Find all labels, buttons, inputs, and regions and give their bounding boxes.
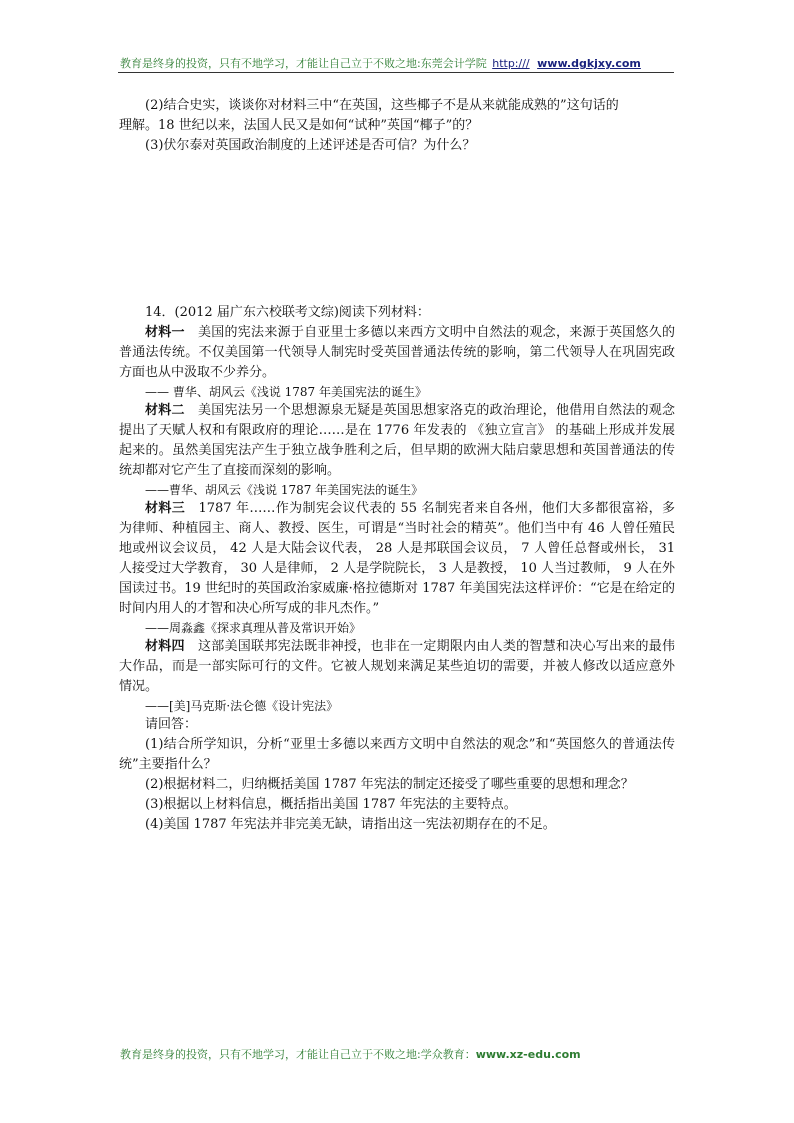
- document-body: [119, 96, 675, 835]
- material-3: [119, 499, 675, 619]
- question-2: [119, 96, 675, 136]
- material-3-source: ——周淼鑫《探求真理从普及常识开始》: [145, 621, 362, 635]
- material-4-text: 这部美国联邦宪法既非神授，也非在一定期限内由人类的智慧和决心写出来的最伟大作品，而是一部实际可行的文件。它被人规划来满足某些迫切的需要，并被人修改以适应意外情况。: [119, 639, 675, 694]
- question-2-line1: (2)结合史实，谈谈你对材料三中“在英国，这些椰子不是从来就能成熟的”这句话的: [145, 98, 619, 113]
- header-url-label[interactable]: http:///: [492, 57, 530, 70]
- material-2-label: 材料二: [145, 403, 185, 418]
- material-3-label: 材料三: [145, 501, 186, 516]
- page-footer: [120, 1046, 676, 1062]
- header-url-link[interactable]: www.dgkjxy.com: [537, 57, 641, 70]
- material-3-text: 1787 年……作为制宪会议代表的 55 名制宪者来自各州，他们大多都很富裕，多为律师、种植园主、商人、教授、医生，可谓是“当时社会的精英”。他们当中有 46 人曾任殖民地或州议会议员， 42 人是大陆会议代表， 28 人是邦联国会议员， 7 人曾任总督或州长， 31 人接受过大学教育， 30 人是律师， 2 人是学院院长， 3 人是教授， 10 人当过教师， 9 人在外国读过书。19 世纪时的英国政治家威廉·格拉德斯对 1787 年美国宪法这样评价：“它是在给定的时间内用人的才智和决心所写成的非凡杰作。”: [119, 501, 675, 616]
- sub-question-1: (1)结合所学知识，分析“亚里士多德以来西方文明中自然法的观念”和“英国悠久的普通法传统”主要指什么？: [119, 737, 675, 772]
- question-3: (3)伏尔泰对英国政治制度的上述评述是否可信？为什么？: [145, 138, 476, 153]
- material-1-source: —— 曹华、胡风云《浅说 1787 年美国宪法的诞生》: [145, 385, 427, 399]
- question-2-line2: 理解。18 世纪以来，法国人民又是如何“试种”英国“椰子”的？: [119, 118, 479, 133]
- answer-space: [119, 156, 675, 303]
- header-divider: [118, 72, 674, 73]
- material-1-text: 美国的宪法来源于自亚里士多德以来西方文明中自然法的观念，来源于英国悠久的普通法传统。不仅美国第一代领导人制宪时受英国普通法传统的影响，第二代领导人在巩固宪政方面也从中汲取不少养分。: [119, 325, 675, 380]
- q14-intro: 14．(2012 届广东六校联考文综)阅读下列材料：: [145, 305, 430, 320]
- material-2-source: ——曹华、胡风云《浅说 1787 年美国宪法的诞生》: [145, 483, 424, 497]
- material-1-label: 材料一: [145, 325, 185, 340]
- sub-question-4: (4)美国 1787 年宪法并非完美无缺，请指出这一宪法初期存在的不足。: [145, 817, 556, 832]
- material-1: [119, 323, 675, 383]
- footer-url-link[interactable]: www.xz-edu.com: [475, 1048, 581, 1061]
- header-text: 教育是终身的投资，只有不地学习，才能让自己立于不败之地:东莞会计学院: [120, 57, 487, 70]
- sub-question-3: (3)根据以上材料信息，概括指出美国 1787 年宪法的主要特点。: [145, 797, 517, 812]
- material-4-label: 材料四: [145, 639, 185, 654]
- sub-question-2: (2)根据材料二，归纳概括美国 1787 年宪法的制定还接受了哪些重要的思想和理念？: [145, 777, 634, 792]
- material-2: [119, 401, 675, 481]
- answer-prompt: 请回答：: [145, 717, 198, 732]
- page-header: [120, 55, 672, 71]
- material-4: [119, 637, 675, 697]
- material-2-text: 美国宪法另一个思想源泉无疑是英国思想家洛克的政治理论，他借用自然法的观念提出了天赋人权和有限政府的理论……是在 1776 年发表的 《独立宣言》 的基础上形成并发展起来的。虽然美国宪法产生于独立战争胜利之后，但早期的欧洲大陆启蒙思想和英国普通法的传统却都对它产生了直接而深刻的影响。: [119, 403, 675, 478]
- material-4-source: ——[美]马克斯·法仑德《设计宪法》: [145, 699, 339, 713]
- footer-text: 教育是终身的投资，只有不地学习，才能让自己立于不败之地:学众教育：: [120, 1048, 476, 1061]
